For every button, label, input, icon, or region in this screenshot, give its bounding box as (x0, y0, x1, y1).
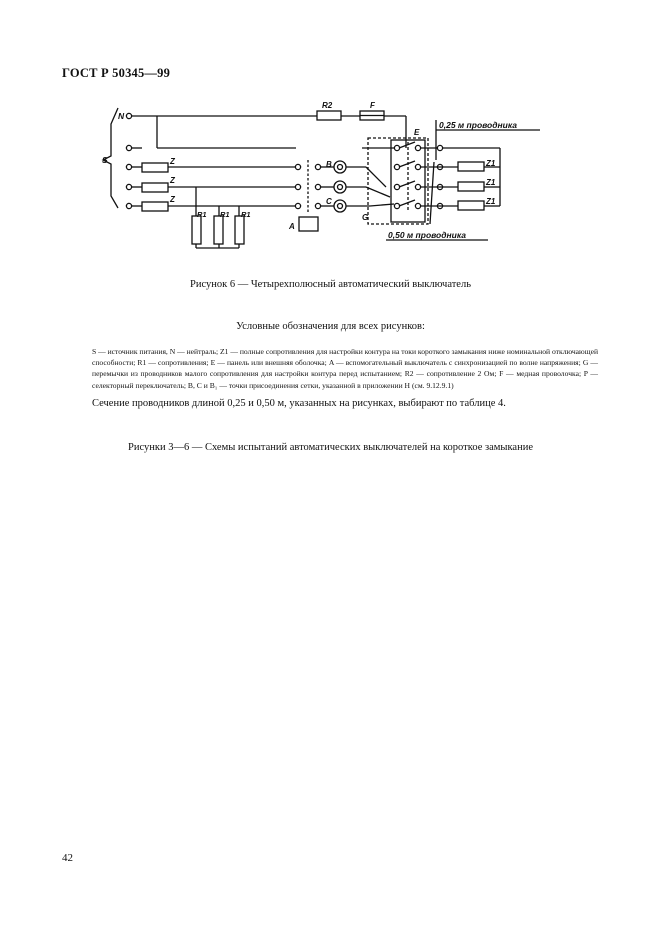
label-g: G (362, 213, 369, 222)
label-f: F (370, 101, 375, 110)
impedance-z-1 (142, 163, 168, 172)
label-length-025: 0,25 м проводника (439, 120, 517, 130)
label-z-1: Z (170, 157, 175, 166)
page-number: 42 (62, 852, 73, 864)
label-z-2: Z (170, 176, 175, 185)
legend-title: Условные обозначения для всех рисунков: (236, 321, 425, 332)
legend-text: S — источник питания, N — нейтраль; Z1 — полные сопротивления для настройки контура на токи короткого замыкания ниже номинальной отключающей способности; R1 — сопротивления; E — панель или внешняя оболочка; A — вспомогательный выключатель с синхронизацией по волне напряжения; G — перемычки из проводников малого сопротивления для настройки контура перед испытанием; R2 — сопротивление 2 Ом; F — медная проволочка; P — селекторный переключатель; B, C и B₁ — точки присоединения сетки, указанной в приложении Н (см. 9.12.9.1) (92, 347, 599, 390)
impedance-z-3 (142, 202, 168, 211)
label-r1-1: R1 (197, 210, 207, 219)
label-a: A (289, 222, 295, 231)
grid-point-c (334, 200, 346, 212)
label-z1-2: Z1 (486, 178, 496, 187)
label-s: S (102, 155, 108, 165)
grid-point-b (334, 161, 346, 173)
figure-6-caption: Рисунок 6 — Четырехполюсный автоматический выключатель (190, 279, 471, 290)
impedance-z1-3 (458, 201, 484, 210)
impedance-z1-2 (458, 182, 484, 191)
section-note: Сечение проводников длиной 0,25 и 0,50 м, указанных на рисунках, выбирают по таблице 4. (92, 398, 506, 409)
label-length-050: 0,50 м проводника (388, 230, 466, 240)
label-b: B (326, 160, 332, 169)
impedance-z-2 (142, 183, 168, 192)
label-r2: R2 (322, 101, 333, 110)
label-c: C (326, 197, 332, 206)
label-e: E (414, 128, 420, 137)
resistor-r1-1 (192, 216, 201, 244)
figures-3-6-caption: Рисунки 3—6 — Схемы испытаний автоматических выключателей на короткое замыкание (128, 442, 533, 453)
terminal-n (126, 113, 131, 118)
label-r1-2: R1 (220, 210, 230, 219)
resistor-r1-2 (214, 216, 223, 244)
label-r1-3: R1 (241, 210, 251, 219)
circuit-diagram (100, 100, 550, 250)
resistor-r1-3 (235, 216, 244, 244)
auxiliary-switch-a (299, 217, 318, 231)
label-z-3: Z (170, 195, 175, 204)
resistor-r2 (317, 111, 341, 120)
document-header: ГОСТ Р 50345—99 (62, 66, 171, 80)
label-z1-3: Z1 (486, 197, 496, 206)
label-n: N (118, 111, 125, 121)
impedance-z1-1 (458, 162, 484, 171)
label-z1-1: Z1 (486, 159, 496, 168)
